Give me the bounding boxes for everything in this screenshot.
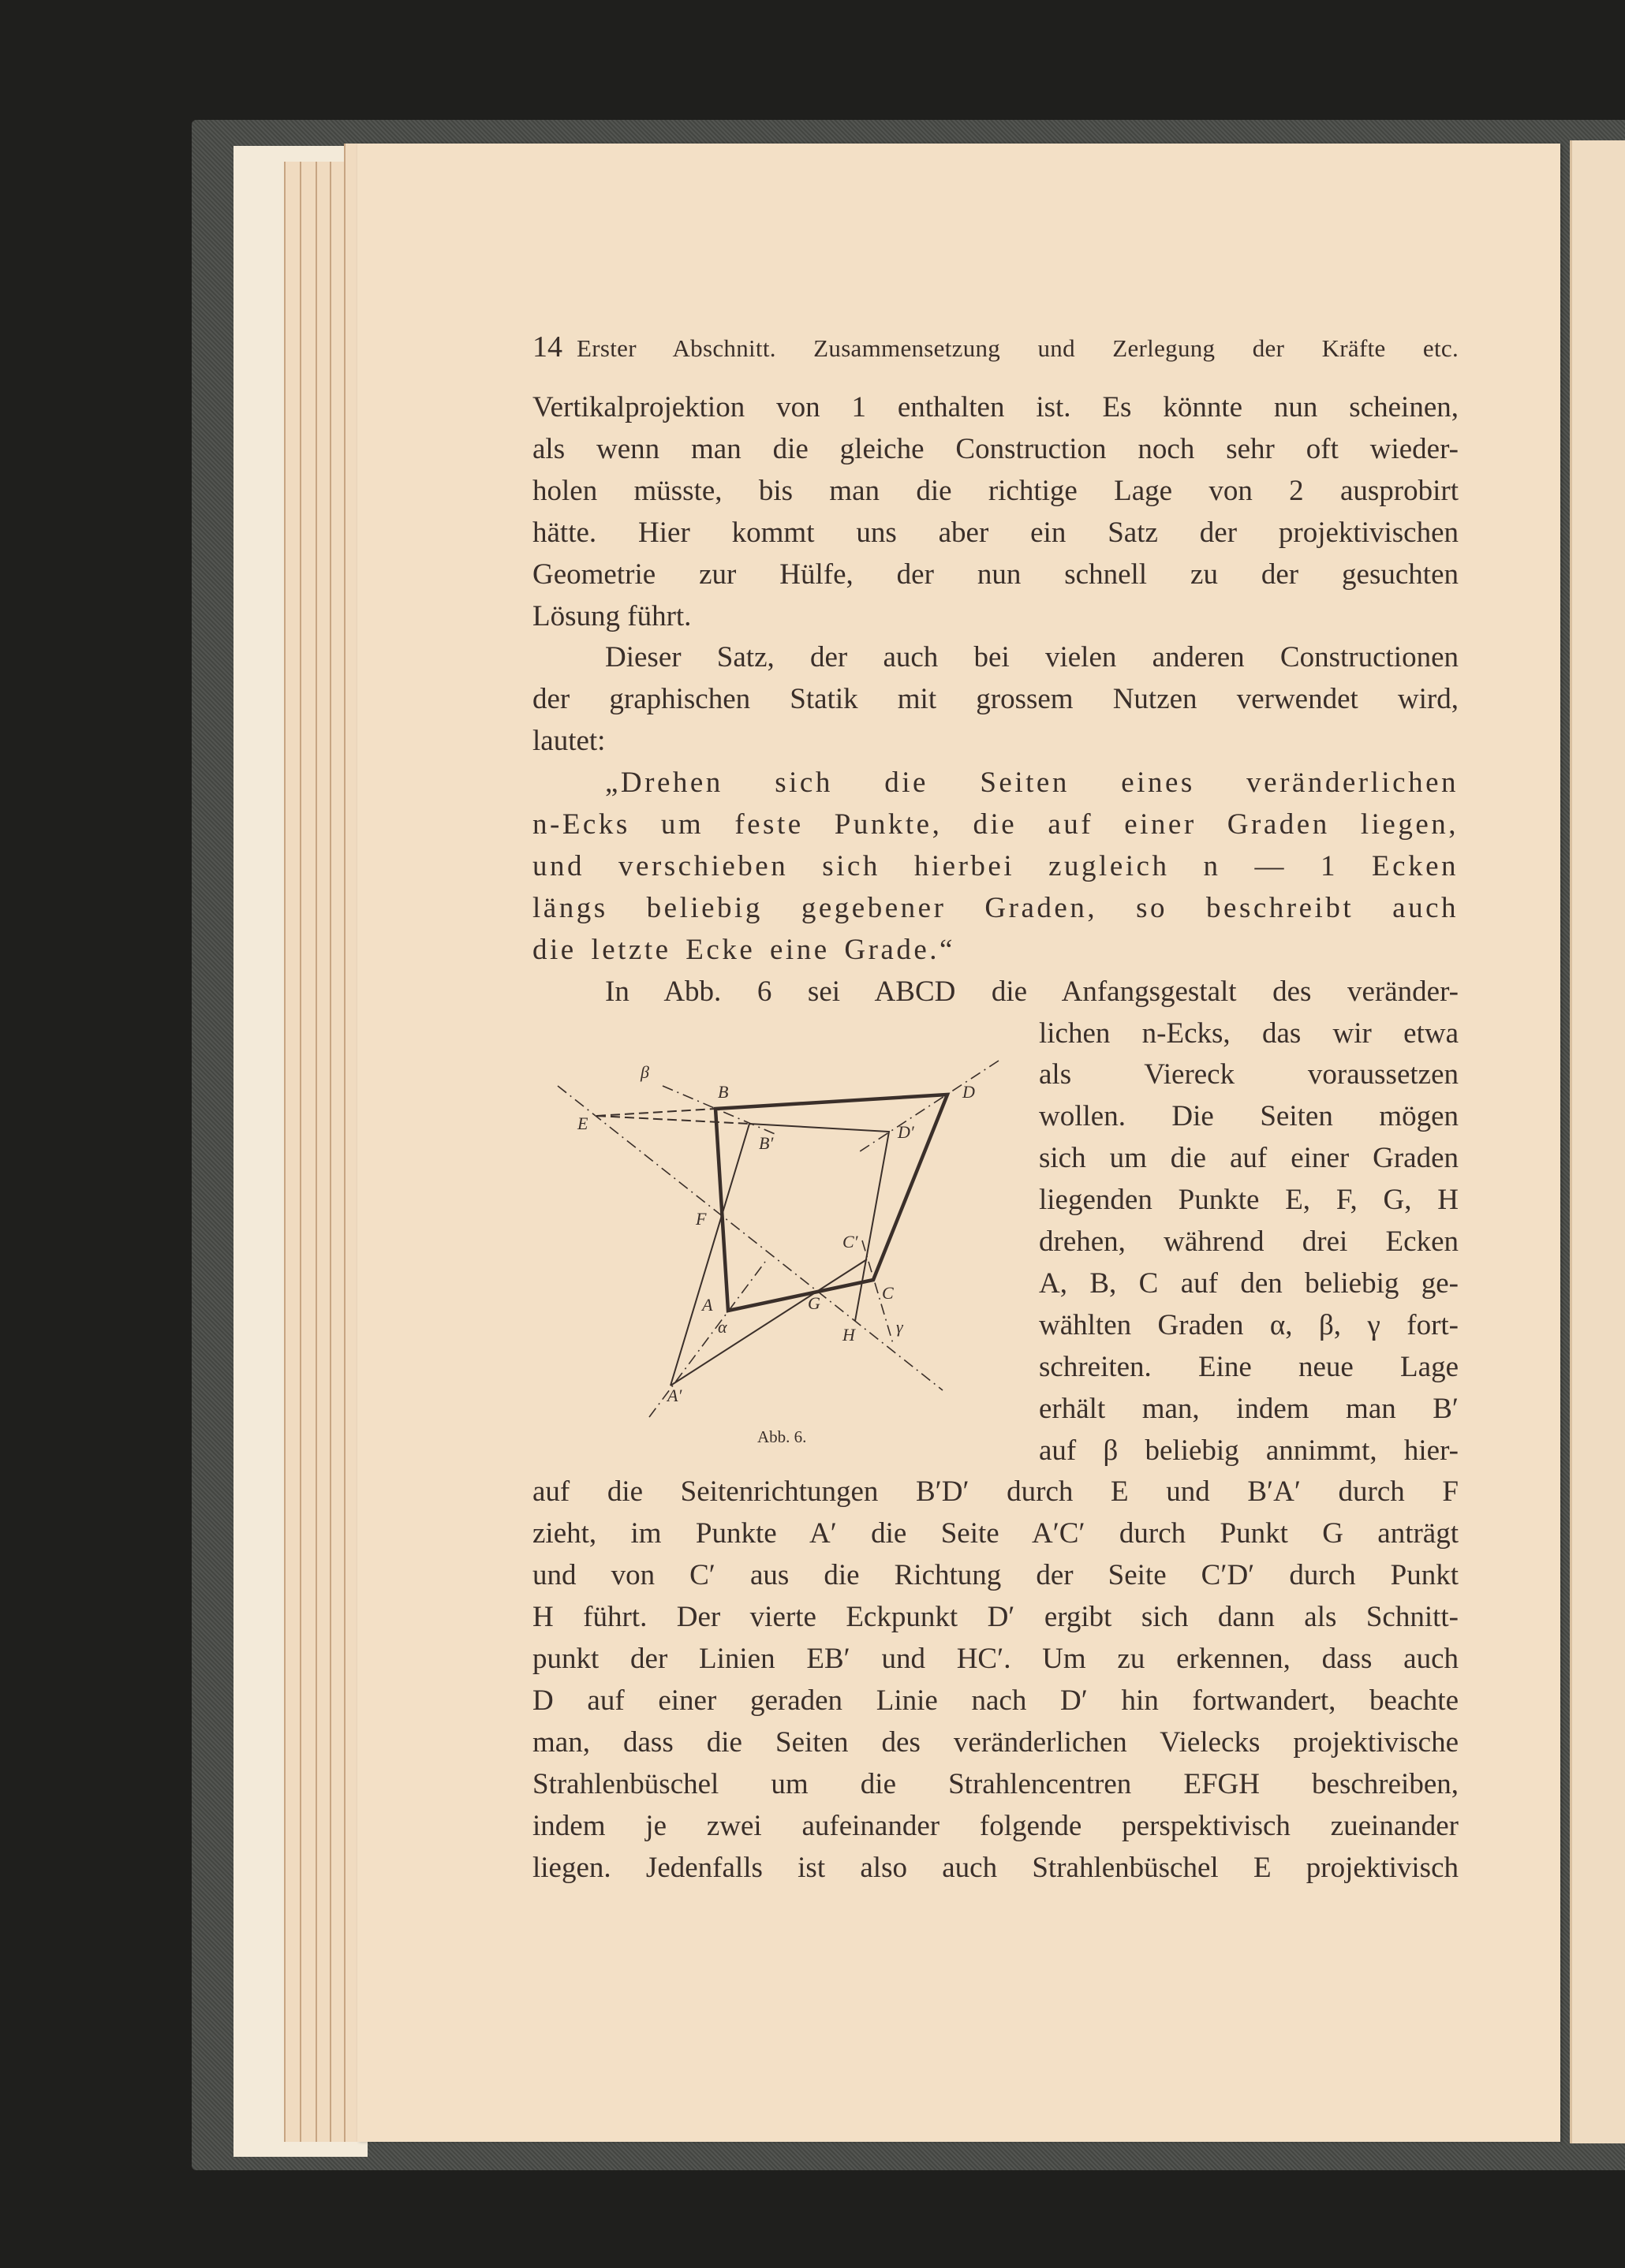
text-line: liegenden Punkte E, F, G, H (1039, 1184, 1459, 1217)
figure-label-beta: β (641, 1062, 649, 1082)
text-line: H führt. Der vierte Eckpunkt D′ ergibt sich dann als Schnitt- (532, 1601, 1459, 1634)
text-line: der graphischen Statik mit grossem Nutzen verwendet wird, (532, 683, 1459, 716)
text-line: die letzte Ecke eine Grade.“ (532, 933, 955, 966)
figure-label-alpha: α (718, 1317, 727, 1337)
text-line: als Viereck voraussetzen (1039, 1058, 1459, 1091)
text-line: sich um die auf einer Graden (1039, 1142, 1459, 1175)
text-line: und von C′ aus die Richtung der Seite C′D′ durch Punkt (532, 1559, 1459, 1592)
line-e-b (596, 1109, 715, 1116)
line-e-bprime (596, 1116, 749, 1124)
text-line: auf die Seitenrichtungen B′D′ durch E und B′A′ durch F (532, 1475, 1459, 1509)
line-aprime-cprime (671, 1259, 867, 1386)
text-line: erhält man, indem man B′ (1039, 1392, 1459, 1425)
figure-label-b-prime: B′ (759, 1133, 774, 1153)
text-line: Vertikalprojektion von 1 enthalten ist. Es könnte nun scheinen, (532, 391, 1459, 423)
running-title: Erster Abschnitt. Zusammensetzung und Zerlegung der Kräfte etc. (577, 334, 1459, 362)
text-line: schreiten. Eine neue Lage (1039, 1350, 1459, 1383)
text-line: hätte. Hier kommt uns aber ein Satz der projektivischen (532, 516, 1459, 549)
text-line: In Abb. 6 sei ABCD die Anfangsgestalt des veränder- (605, 975, 1459, 1008)
text-line: indem je zwei aufeinander folgende perspektivisch zueinander (532, 1809, 1459, 1842)
text-line: wollen. Die Seiten mögen (1039, 1100, 1459, 1133)
figure-label-a: A (702, 1295, 713, 1315)
text-line: zieht, im Punkte A′ die Seite A′C′ durch Punkt G anträgt (532, 1517, 1459, 1550)
text-line: liegen. Jedenfalls ist also auch Strahlenbüschel E projektivisch (532, 1851, 1459, 1884)
text-line: n-Ecks um feste Punkte, die auf einer Graden liegen, (532, 808, 1459, 841)
text-line: drehen, während drei Ecken (1039, 1225, 1459, 1258)
text-line: A, B, C auf den beliebig ge- (1039, 1266, 1459, 1300)
figure-labels (577, 1062, 975, 1446)
figure-label-g: G (808, 1293, 820, 1313)
text-line: auf β beliebig annimmt, hier- (1039, 1434, 1459, 1467)
text-line: und verschieben sich hierbei zugleich n — 1 Ecken (532, 849, 1459, 882)
figure-label-gamma: γ (896, 1317, 903, 1337)
text-line: längs beliebig gegebener Graden, so beschreibt auch (532, 891, 1459, 924)
page-number: 14 (532, 330, 562, 364)
figure-label-e: E (577, 1113, 588, 1133)
text-line: Geometrie zur Hülfe, der nun schnell zu der gesuchten (532, 558, 1459, 591)
figure-label-f: F (696, 1209, 707, 1229)
facing-page-edge (1570, 140, 1625, 2143)
text-line: lichen n-Ecks, das wir etwa (1039, 1016, 1459, 1050)
figure-label-b: B (718, 1082, 729, 1102)
text-line: als wenn man die gleiche Construction noch sehr oft wieder- (532, 432, 1459, 465)
text-line: Strahlenbüschel um die Strahlencentren EFGH beschreiben, (532, 1767, 1459, 1800)
text-line: lautet: (532, 725, 606, 758)
figure-label-c-prime: C′ (842, 1232, 858, 1252)
text-line: Lösung führt. (532, 599, 692, 632)
figure-label-d: D (962, 1082, 975, 1102)
figure-label-d-prime: D′ (898, 1122, 914, 1142)
text-line: D auf einer geraden Linie nach D′ hin fortwandert, beachte (532, 1684, 1459, 1717)
running-header (532, 330, 1459, 364)
text-line: holen müsste, bis man die richtige Lage von 2 ausprobirt (532, 474, 1459, 507)
text-line: punkt der Linien EB′ und HC′. Um zu erkennen, dass auch (532, 1643, 1459, 1675)
figure-caption: Abb. 6. (757, 1427, 807, 1446)
text-line: Dieser Satz, der auch bei vielen anderen Constructionen (605, 641, 1459, 674)
text-line: man, dass die Seiten des veränderlichen Vielecks projektivische (532, 1725, 1459, 1759)
figure-label-a-prime: A′ (667, 1386, 682, 1405)
quad-prime (671, 1124, 889, 1386)
figure-abb-6 (521, 1041, 1025, 1451)
text-line: „Drehen sich die Seiten eines veränderlichen (605, 767, 1459, 800)
figure-label-c: C (882, 1283, 894, 1303)
figure-label-h: H (842, 1325, 855, 1345)
text-line: wählten Graden α, β, γ fort- (1039, 1308, 1459, 1341)
